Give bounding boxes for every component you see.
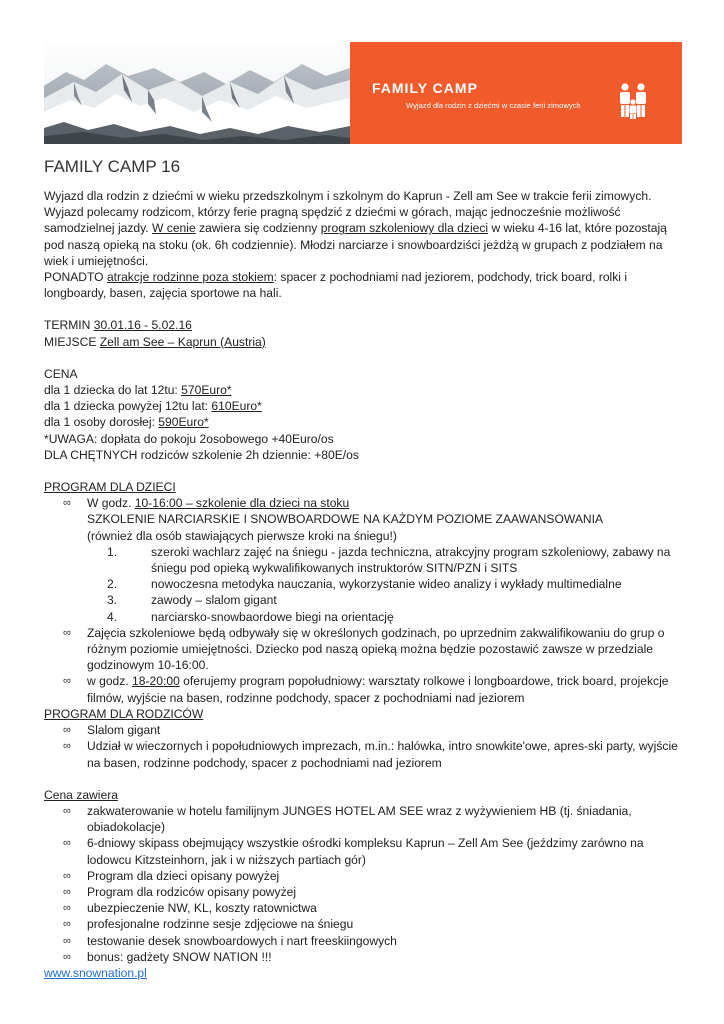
- list-item: ∞ profesjonalne rodzinne sesje zdjęciowe na śniegu: [44, 916, 684, 932]
- list-item: [44, 673, 684, 705]
- price-row: [44, 398, 684, 414]
- price-row-label: dla 1 dziecka do lat 12tu:: [44, 383, 182, 398]
- list-item: [44, 495, 684, 625]
- parents-program-heading: PROGRAM DLA RODZICÓW: [44, 706, 204, 721]
- header-banner: [44, 42, 682, 144]
- intro-highlight-program: program szkoleniowy dla dzieci: [320, 221, 489, 236]
- mountain-photo: [44, 42, 350, 144]
- list-text: W godz.: [87, 496, 135, 511]
- intro-text: PONADTO: [44, 270, 107, 285]
- list-item: ∞ Udział w wieczornych i popołudniowych imprezach, m.in.: halówka, intro snowkite'owe, apres-ski party, wyjście na basen, rodzinne podchody, spacer z pochodniami nad jeziorem: [44, 738, 684, 770]
- list-highlight: 18-20:00: [132, 674, 180, 689]
- list-item: ∞ bonus: gadżety SNOW NATION !!!: [44, 949, 684, 965]
- numbered-item: [87, 576, 684, 592]
- item-number: 3.: [107, 593, 118, 608]
- price-heading: CENA: [44, 366, 78, 381]
- intro-highlight-price: W cenie: [152, 221, 196, 236]
- item-text: szeroki wachlarz zajęć na śniegu - jazda techniczna, atrakcyjny program szkoleniowy, zabawy na śniegu pod opieką wykwalifikowanych instruktorów SITN/PZN i SITS: [151, 544, 671, 576]
- numbered-item: [87, 609, 684, 625]
- place-value: Zell am See – Kaprun (Austria): [99, 334, 266, 349]
- price-row: [44, 414, 684, 430]
- intro-paragraph-3: [44, 269, 684, 301]
- list-text: oferujemy program popołudniowy: warsztaty rolkowe i longboardowe, trick board, projekcje filmów, wyjście na basen, rodzinne podchody, spacer z pochodniami nad jeziorem: [87, 674, 669, 705]
- list-text: (również dla osób stawiających pierwsze kroki na śniegu!): [87, 528, 397, 543]
- banner-title-panel: [350, 42, 682, 144]
- term-label: TERMIN: [44, 318, 94, 333]
- item-number: 1.: [107, 544, 118, 559]
- term-value: 30.01.16 - 5.02.16: [93, 318, 192, 333]
- price-row-value: 570Euro*: [181, 383, 232, 398]
- price-row-label: dla 1 dziecka powyżej 12tu lat:: [44, 399, 212, 414]
- price-row-value: 590Euro*: [158, 415, 209, 430]
- intro-paragraph-2: [44, 204, 684, 269]
- list-item: ∞ Program dla rodziców opisany powyżej: [44, 884, 684, 900]
- list-item: ∞ zakwaterowanie w hotelu familijnym JUNGES HOTEL AM SEE wraz z wyżywieniem HB (tj. śniadania, obiadokolacje): [44, 803, 684, 835]
- document-body: [44, 150, 684, 981]
- numbered-list: [87, 544, 684, 625]
- page-title: FAMILY CAMP 16: [44, 157, 181, 176]
- list-highlight: 10-16:00 – szkolenie dla dzieci na stoku: [134, 496, 350, 511]
- list-item: ∞ 6-dniowy skipass obejmujący wszystkie ośrodki kompleksu Kaprun – Zell Am See (jeździmy zarówno na lodowcu Kitzsteinhorn, jak i w niższych partiach gór): [44, 835, 684, 867]
- intro-text: Wyjazd polecamy rodzicom, którzy ferie pragną spędzić z dziećmi w górach, mając jednocześnie możliwość samodzielnej jazdy.: [44, 205, 621, 236]
- banner-title: FAMILY CAMP: [372, 80, 478, 96]
- item-number: 2.: [107, 577, 118, 592]
- term-line: [44, 317, 684, 333]
- item-text: narciarsko-snowbaordowe biegi na orientację: [151, 609, 394, 624]
- list-item: ∞ Slalom gigant: [44, 722, 684, 738]
- numbered-item: [87, 544, 684, 576]
- intro-text: w wieku 4-16 lat, które pozostają pod naszą opieką na stoku (ok. 6h codziennie). Młodzi narciarze i snowboardziści jeżdżą w grupach z podziałem na wiek i umiejętności.: [44, 221, 667, 268]
- banner-subtitle: Wyjazd dla rodzin z dziećmi w czasie ferii zimowych: [406, 101, 581, 110]
- intro-highlight-attractions: atrakcje rodzinne poza stokiem: [106, 270, 274, 285]
- family-icon: [616, 82, 650, 125]
- list-item: ∞ Program dla dzieci opisany powyżej: [44, 868, 684, 884]
- item-text: nowoczesna metodyka nauczania, wykorzystanie wideo analizy i wykłady multimedialne: [151, 577, 622, 592]
- list-item: ∞ Zajęcia szkoleniowe będą odbywały się w określonych godzinach, po uprzednim zakwalifikowaniu do grup o różnym poziomie umiejętności. Dziecko pod naszą opieką można będzie pozostawić zawsze w przedziale godzinowym 10-16:00.: [44, 625, 684, 674]
- list-item: ∞ testowanie desek snowboardowych i nart freeskiingowych: [44, 933, 684, 949]
- kids-program-heading: PROGRAM DLA DZIECI: [44, 480, 176, 495]
- intro-text: : spacer z pochodniami nad jeziorem, podchody, trick board, rolki i longboardy, basen, zajęcia sportowe na hali.: [44, 270, 628, 301]
- parents-program-list: [44, 722, 684, 771]
- list-text: SZKOLENIE NARCIARSKIE I SNOWBOARDOWE NA KAŻDYM POZIOME ZAAWANSOWANIA: [87, 512, 604, 527]
- website-link[interactable]: www.snownation.pl: [44, 965, 147, 980]
- intro-paragraph-1: Wyjazd dla rodzin z dziećmi w wieku przedszkolnym i szkolnym do Kaprun - Zell am See w trakcie ferii zimowych.: [44, 189, 652, 203]
- place-label: MIEJSCE: [44, 334, 100, 349]
- intro-text: zawiera się codzienny: [195, 221, 321, 236]
- price-note: DLA CHĘTNYCH rodziców szkolenie 2h dziennie: +80E/os: [44, 447, 359, 462]
- included-list: [44, 803, 684, 965]
- included-heading: Cena zawiera: [44, 787, 118, 802]
- numbered-item: [87, 592, 684, 608]
- list-text: w godz.: [87, 674, 133, 689]
- kids-program-list: [44, 495, 684, 706]
- item-number: 4.: [107, 609, 118, 624]
- price-row-label: dla 1 osoby dorosłej:: [44, 415, 159, 430]
- price-row-value: 610Euro*: [211, 399, 262, 414]
- item-text: zawody – slalom gigant: [151, 593, 277, 608]
- price-note: *UWAGA: dopłata do pokoju 2osobowego +40Euro/os: [44, 431, 334, 446]
- list-item: ∞ ubezpieczenie NW, KL, koszty ratownictwa: [44, 900, 684, 916]
- place-line: [44, 334, 684, 350]
- price-row: [44, 382, 684, 398]
